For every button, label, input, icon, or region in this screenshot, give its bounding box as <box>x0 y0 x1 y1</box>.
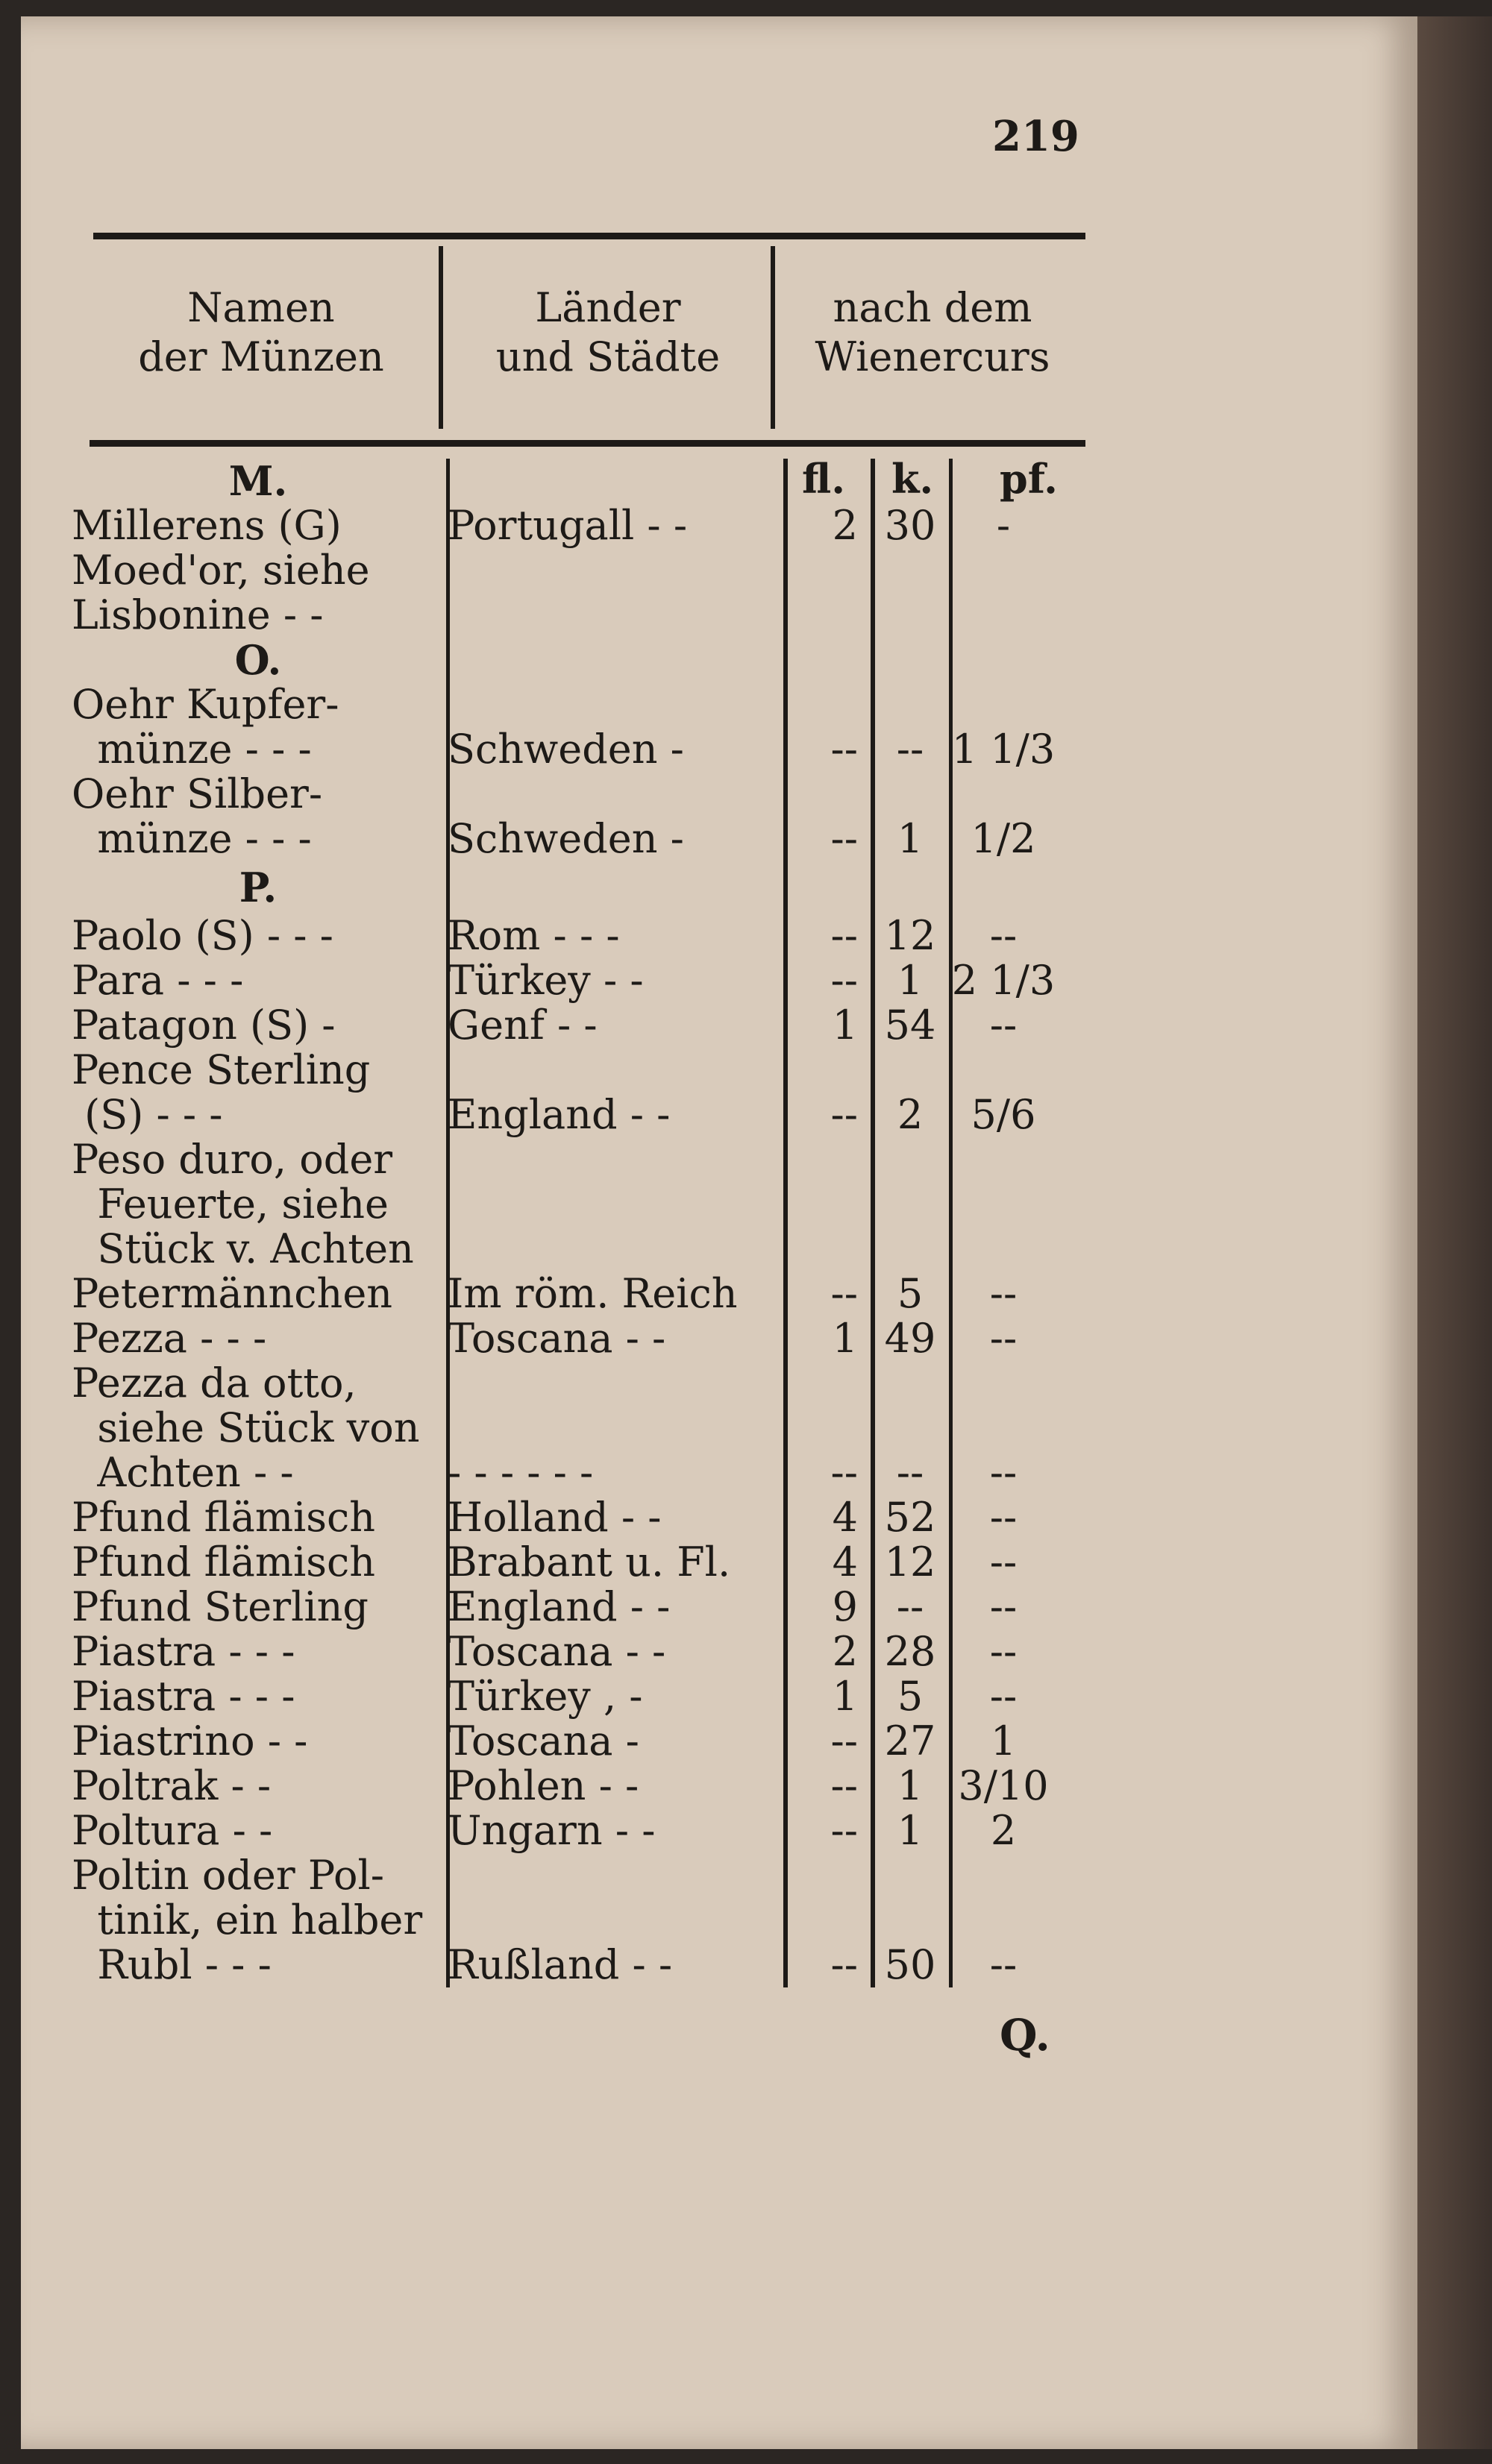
header-divider-1 <box>439 246 443 429</box>
unit-kr: k. <box>891 455 934 503</box>
kreuzer-cell: 5 <box>897 1270 924 1317</box>
pfennig-cell: -- <box>989 1002 1018 1049</box>
country-cell: Brabant u. Fl. <box>448 1539 731 1585</box>
florin-cell: -- <box>830 1717 858 1764</box>
pfennig-cell: 2 <box>990 1807 1017 1854</box>
header-country: Länder und Städte <box>495 284 721 380</box>
coin-name: Piastrino - - <box>72 1717 308 1764</box>
pfennig-cell: 5/6 <box>971 1091 1036 1138</box>
pfennig-cell: -- <box>989 1539 1018 1585</box>
kreuzer-cell: 12 <box>884 912 936 959</box>
country-cell: England - - <box>448 1091 671 1138</box>
coin-name: Millerens (G) <box>72 502 342 549</box>
header-name: Namen der Münzen <box>138 284 384 380</box>
coin-name: Petermännchen <box>72 1270 393 1317</box>
florin-cell: -- <box>830 815 858 862</box>
pfennig-cell: -- <box>989 1941 1018 1988</box>
section-letter: P. <box>239 864 278 911</box>
book-edge <box>1417 16 1492 2449</box>
pfennig-cell: -- <box>989 1494 1018 1541</box>
kreuzer-cell: 1 <box>897 1807 924 1854</box>
coin-name: Pfund flämisch <box>72 1539 376 1585</box>
unit-pf: pf. <box>1000 455 1058 503</box>
catchword: Q. <box>1000 2010 1050 2061</box>
florin-cell: -- <box>830 1762 858 1809</box>
country-cell: Genf - - <box>448 1002 598 1049</box>
unit-fl: fl. <box>802 455 846 503</box>
country-cell: - - - - - - <box>448 1449 594 1496</box>
coin-name: Pence Sterling <box>72 1046 371 1093</box>
kreuzer-cell: -- <box>896 726 924 773</box>
coin-name: Poltrak - - <box>72 1762 272 1809</box>
top-rule <box>93 233 1085 239</box>
kreuzer-cell: 28 <box>884 1628 936 1675</box>
pfennig-cell: -- <box>989 1315 1018 1362</box>
kreuzer-cell: 1 <box>897 815 924 862</box>
country-cell: Türkey - - <box>448 957 644 1004</box>
kreuzer-cell: 5 <box>897 1673 924 1720</box>
kreuzer-cell: 50 <box>884 1941 936 1988</box>
page-number: 219 <box>992 112 1079 161</box>
pfennig-cell: -- <box>989 1449 1018 1496</box>
kreuzer-cell: 30 <box>884 502 936 549</box>
kreuzer-cell: 49 <box>884 1315 936 1362</box>
country-cell: Schweden - <box>448 815 684 862</box>
header-bottom-rule <box>90 440 1085 447</box>
kreuzer-cell: 1 <box>897 957 924 1004</box>
coin-name: Oehr Silber- <box>72 770 323 817</box>
coin-name: Stück v. Achten <box>72 1225 414 1272</box>
section-letter: O. <box>234 636 282 684</box>
country-cell: England - - <box>448 1583 671 1630</box>
florin-cell: 1 <box>832 1002 858 1049</box>
kreuzer-cell: 27 <box>884 1717 936 1764</box>
country-cell: Pohlen - - <box>448 1762 639 1809</box>
pfennig-cell: -- <box>989 1628 1018 1675</box>
coin-name: Lisbonine - - <box>72 591 324 638</box>
coin-name: Moed'or, siehe <box>72 547 370 594</box>
header-divider-2 <box>771 246 775 429</box>
florin-cell: 4 <box>832 1539 858 1585</box>
coin-name: Pfund Sterling <box>72 1583 369 1630</box>
kreuzer-cell: -- <box>896 1583 924 1630</box>
coin-name: Paolo (S) - - - <box>72 912 333 959</box>
coin-name: Piastra - - - <box>72 1673 295 1720</box>
country-cell: Rom - - - <box>448 912 620 959</box>
coin-name: münze - - - <box>72 815 312 862</box>
florin-cell: 2 <box>832 1628 858 1675</box>
florin-cell: 9 <box>832 1583 858 1630</box>
coin-name: Achten - - <box>72 1449 294 1496</box>
country-cell: Portugall - - <box>448 502 688 549</box>
florin-cell: 2 <box>832 502 858 549</box>
florin-cell: -- <box>830 957 858 1004</box>
coin-name: Rubl - - - <box>72 1941 272 1988</box>
kreuzer-cell: 52 <box>884 1494 936 1541</box>
pfennig-cell: 3/10 <box>958 1762 1049 1809</box>
coin-name: münze - - - <box>72 726 312 773</box>
florin-cell: -- <box>830 912 858 959</box>
country-cell: Türkey , - <box>448 1673 643 1720</box>
coin-name: tinik, ein halber <box>72 1896 423 1943</box>
pfennig-cell: - <box>996 502 1011 549</box>
florin-cell: 1 <box>832 1315 858 1362</box>
coin-name: Poltura - - <box>72 1807 273 1854</box>
florin-cell: 4 <box>832 1494 858 1541</box>
kreuzer-cell: 1 <box>897 1762 924 1809</box>
coin-name: Pfund flämisch <box>72 1494 376 1541</box>
kreuzer-cell: -- <box>896 1449 924 1496</box>
country-cell: Toscana - - <box>448 1315 666 1362</box>
pfennig-cell: 1 1/3 <box>951 726 1056 773</box>
coin-name: Para - - - <box>72 957 244 1004</box>
coin-name: Pezza da otto, <box>72 1360 357 1407</box>
country-cell: Toscana - - <box>448 1628 666 1675</box>
coin-name: Pezza - - - <box>72 1315 267 1362</box>
pfennig-cell: 2 1/3 <box>951 957 1056 1004</box>
florin-cell: -- <box>830 1449 858 1496</box>
country-cell: Holland - - <box>448 1494 662 1541</box>
pfennig-cell: 1/2 <box>971 815 1036 862</box>
country-cell: Toscana - <box>448 1717 639 1764</box>
country-cell: Im röm. Reich <box>448 1270 738 1317</box>
pfennig-cell: -- <box>989 1270 1018 1317</box>
pfennig-cell: -- <box>989 912 1018 959</box>
florin-cell: 1 <box>832 1673 858 1720</box>
country-cell: Ungarn - - <box>448 1807 656 1854</box>
kreuzer-cell: 12 <box>884 1539 936 1585</box>
florin-cell: -- <box>830 1270 858 1317</box>
country-cell: Schweden - <box>448 726 684 773</box>
coin-name: Poltin oder Pol- <box>72 1852 385 1899</box>
coin-name: Feuerte, siehe <box>72 1181 389 1228</box>
pfennig-cell: -- <box>989 1583 1018 1630</box>
coin-name: Piastra - - - <box>72 1628 295 1675</box>
coin-name: siehe Stück von <box>72 1404 420 1451</box>
country-cell: Rußland - - <box>448 1941 673 1988</box>
coin-name: Peso duro, oder <box>72 1136 393 1183</box>
header-value: nach dem Wienercurs <box>815 284 1050 380</box>
florin-cell: -- <box>830 726 858 773</box>
florin-cell: -- <box>830 1941 858 1988</box>
florin-cell: -- <box>830 1807 858 1854</box>
kreuzer-cell: 54 <box>884 1002 936 1049</box>
coin-name: Oehr Kupfer- <box>72 681 339 728</box>
pfennig-cell: -- <box>989 1673 1018 1720</box>
coin-name: (S) - - - <box>72 1091 223 1138</box>
section-letter: M. <box>228 457 288 505</box>
kreuzer-cell: 2 <box>897 1091 924 1138</box>
florin-cell: -- <box>830 1091 858 1138</box>
pfennig-cell: 1 <box>990 1717 1017 1764</box>
coin-name: Patagon (S) - <box>72 1002 336 1049</box>
